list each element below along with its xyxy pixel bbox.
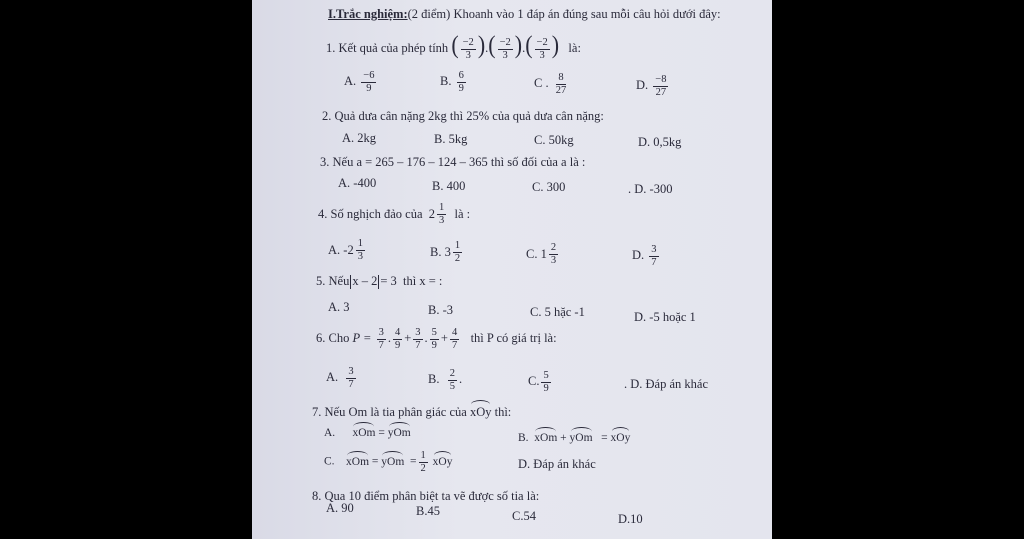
q7-prefix: 7. Nếu Om là tia phân giác của (312, 405, 467, 419)
q5-option-c[interactable]: C. 5 hặc -1 (530, 305, 585, 319)
question-7 (312, 406, 511, 419)
section-header (328, 8, 721, 21)
q1-fraction: $\frac{-2}{3}$ (499, 37, 511, 61)
question-6: 6. Cho P = $\frac{3}{7}$ . $\frac{4}{9}$ + $\frac{3}{7}$ . $\frac{5}{9}$ + $\frac{4}{7}$ thì P có giá trị là: (316, 327, 557, 351)
q6-option-a[interactable]: A. $\frac{3}{7}$ (326, 366, 354, 390)
q1-paren-open: ( (451, 30, 459, 59)
q7-option-a[interactable]: A. xOm = yOm (324, 427, 411, 439)
section-title: I.Trắc nghiệm: (328, 7, 408, 21)
q7-option-b[interactable]: B. xOm + yOm = xOy (518, 432, 631, 444)
q3-option-c[interactable]: C. 300 (532, 180, 566, 194)
q5-suffix: thì x = : (403, 274, 443, 288)
q6-option-b[interactable]: B. $\frac{2}{5}$ . (428, 368, 463, 392)
q1-dot: . (522, 41, 526, 55)
q7-option-d[interactable]: D. Đáp án khác (518, 457, 596, 471)
q1-prefix: 1. Kết quả của phép tính (326, 41, 449, 55)
q5-option-b[interactable]: B. -3 (428, 303, 453, 317)
question-1: 1. Kết quả của phép tính ( $\frac{-2}{3}$ ).( $\frac{-2}{3}$ ).( $\frac{-2}{3}$ ) là: (326, 30, 581, 61)
question-4 (318, 202, 470, 226)
q4-option-a[interactable]: A. -2 $\frac{1}{3}$ (328, 238, 363, 262)
q5-prefix: 5. Nếu (316, 274, 350, 288)
q8-option-b[interactable]: B.45 (416, 504, 440, 518)
q2-option-b[interactable]: B. 5kg (434, 132, 468, 146)
q2-option-c[interactable]: C. 50kg (534, 133, 574, 147)
q1-fraction: $\frac{-2}{3}$ (536, 37, 548, 61)
exam-paper (252, 0, 772, 539)
q7-option-c[interactable]: C. xOm = yOm = $\frac{1}{2}$ xOy (324, 450, 453, 474)
q8-option-c[interactable]: C.54 (512, 509, 536, 523)
question-8: 8. Qua 10 điểm phân biệt ta vẽ được số tia là: (312, 489, 540, 503)
q1-option-c[interactable]: C . $\frac{8}{27}$ (534, 72, 567, 96)
q1-dot: . (485, 41, 489, 55)
section-points: (2 điểm) (407, 7, 451, 21)
q2-option-d[interactable]: D. 0,5kg (638, 135, 682, 149)
q5-option-a[interactable]: A. 3 (328, 300, 350, 314)
q2-option-a[interactable]: A. 2kg (342, 131, 377, 145)
q6-option-d[interactable]: . D. Đáp án khác (624, 377, 708, 391)
q1-suffix: là: (568, 41, 581, 55)
q4-option-b[interactable]: B. 3 $\frac{1}{2}$ (430, 240, 461, 264)
q7-angle: xOy (469, 405, 492, 419)
q1-option-a[interactable]: A. $\frac{-6}{9}$ (344, 70, 375, 94)
q4-option-d[interactable]: D. $\frac{3}{7}$ (632, 244, 657, 268)
q8-option-d[interactable]: D.10 (618, 512, 643, 526)
question-2: 2. Quả dưa cân nặng 2kg thì 25% của quả dưa cân nặng: (322, 109, 604, 123)
q6-option-c[interactable]: C. $\frac{5}{9}$ (528, 370, 549, 394)
question-3: 3. Nếu a = 265 – 176 – 124 – 365 thì số đối của a là : (320, 155, 586, 169)
q8-option-a[interactable]: A. 90 (326, 501, 354, 515)
q5-option-d[interactable]: D. -5 hoặc 1 (634, 310, 696, 324)
q1-option-b[interactable]: B. $\frac{6}{9}$ (440, 70, 464, 94)
q5-equals: = 3 (380, 274, 397, 288)
q1-option-d[interactable]: D. $\frac{-8}{27}$ (636, 74, 667, 98)
q4-mixed-number: 2 $\frac{1}{3}$ (428, 202, 445, 226)
q4-option-c[interactable]: C. 1 $\frac{2}{3}$ (526, 242, 557, 266)
q6-suffix: thì P có giá trị là: (470, 330, 557, 345)
section-instruction: Khoanh vào 1 đáp án đúng sau mỗi câu hỏi dưới đây: (450, 7, 721, 21)
q4-suffix: là : (454, 206, 471, 221)
q3-option-b[interactable]: B. 400 (432, 179, 466, 193)
q4-prefix: 4. Số nghịch đảo của (318, 206, 423, 221)
question-5 (316, 275, 442, 289)
q6-prefix: 6. Cho (316, 330, 350, 345)
q6-p: P = (352, 330, 372, 345)
q1-fraction: $\frac{-2}{3}$ (462, 37, 474, 61)
q5-abs-expr: x – 2 (352, 274, 378, 288)
q3-option-d[interactable]: . D. -300 (628, 182, 673, 196)
q7-suffix: thì: (494, 405, 512, 419)
q3-option-a[interactable]: A. -400 (338, 176, 377, 190)
